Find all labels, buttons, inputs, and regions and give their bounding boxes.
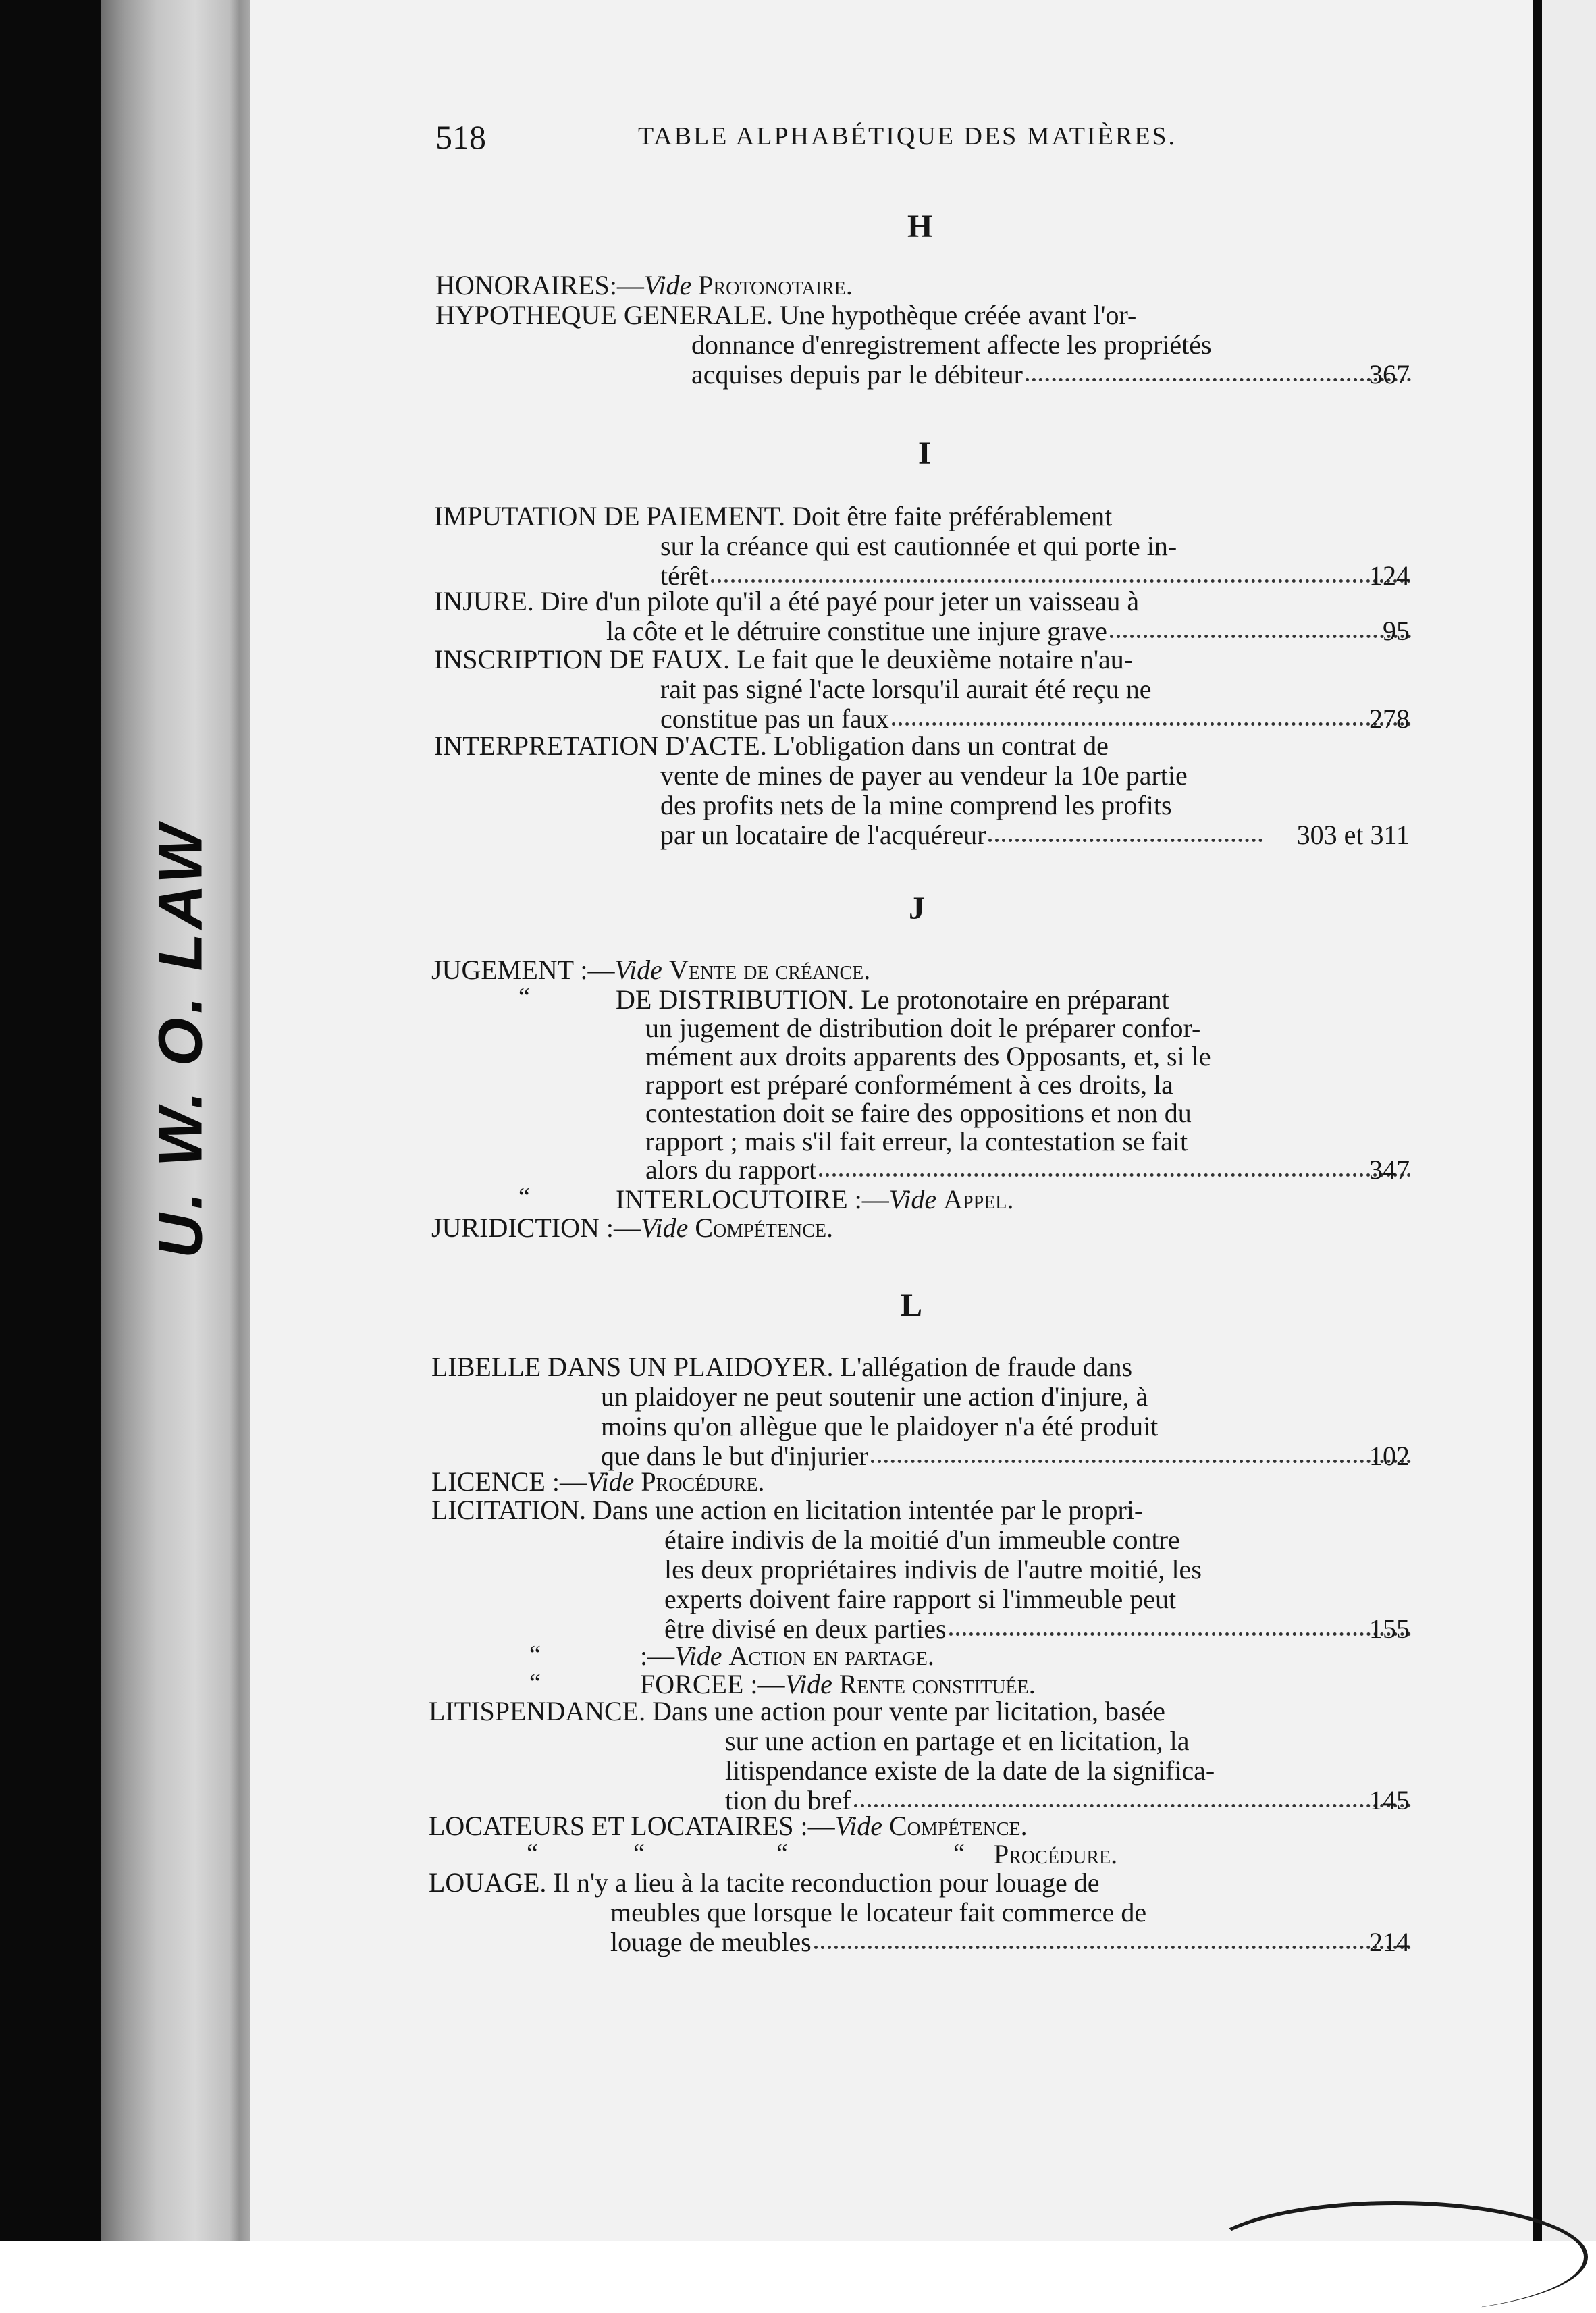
page-reference-jugement-distribution: 347	[1369, 1154, 1410, 1185]
scan-left-border	[0, 0, 101, 2241]
cross-reference: Procédure.	[641, 1466, 765, 1497]
entry-hypotheque-line-1: HYPOTHEQUE GENERALE. Une hypothèque créée avant l'or-	[435, 300, 1137, 330]
cross-reference: Vente de créance.	[668, 955, 871, 985]
page-reference-hypotheque: 367	[1369, 359, 1410, 390]
ditto-mark: “	[529, 1669, 541, 1697]
running-title: TABLE ALPHABÉTIQUE DES MATIÈRES.	[638, 122, 1177, 151]
entry-licitation-line-2: étaire indivis de la moitié d'un immeuble contre	[664, 1524, 1180, 1555]
dash: —	[757, 1669, 785, 1699]
cross-reference: Procédure.	[994, 1839, 1118, 1869]
entry-text: être divisé en deux parties	[664, 1614, 947, 1644]
page-reference-inscription: 278	[1369, 703, 1410, 734]
vide-label: Vide	[784, 1669, 832, 1699]
page-reference-litispendance: 145	[1369, 1785, 1410, 1815]
entry-text: que dans le but d'injurier	[601, 1441, 868, 1471]
entry-louage-line-3	[610, 1928, 1414, 1957]
ditto-mark: “	[529, 1641, 541, 1669]
leader-dots	[819, 1173, 1411, 1177]
entry-text: tion du bref	[725, 1785, 851, 1815]
spine-shadow	[230, 0, 250, 2241]
entry-licitation-forcee	[640, 1670, 1414, 1699]
ditto-mark: “	[953, 1839, 965, 1867]
leader-dots	[854, 1804, 1411, 1807]
entry-juridiction	[431, 1214, 1414, 1242]
entry-libelle-line-3: moins qu'on allègue que le plaidoyer n'a été produit	[601, 1411, 1159, 1441]
entry-inscription-line-3	[660, 705, 1414, 733]
page-reference-libelle: 102	[1369, 1441, 1410, 1471]
leader-dots	[892, 722, 1411, 726]
cross-reference: Rente constituée.	[839, 1669, 1036, 1699]
entry-heading: JURIDICTION :	[431, 1213, 614, 1243]
scan-right-border	[1533, 0, 1542, 2241]
dash: —	[613, 1213, 641, 1243]
cross-reference: Appel.	[943, 1184, 1014, 1215]
ditto-mark: “	[633, 1839, 645, 1867]
entry-jugement-distribution-line-4: rapport est préparé conformément à ces droits, la	[645, 1069, 1173, 1100]
vide-label: Vide	[586, 1466, 635, 1497]
entry-text: térêt	[660, 560, 709, 591]
entry-jugement-distribution-line-2: un jugement de distribution doit le préparer confor-	[645, 1013, 1201, 1043]
section-letter-l: L	[901, 1287, 923, 1323]
cross-reference: Protonotaire.	[698, 270, 853, 300]
entry-text: par un locataire de l'acquéreur	[660, 820, 986, 850]
entry-interpretation-line-4	[660, 821, 1265, 849]
cross-reference: Action en partage.	[728, 1641, 934, 1671]
vide-label: Vide	[640, 1213, 689, 1243]
page-reference-interpretation: 303 et 311	[1296, 820, 1410, 850]
entry-litispendance-line-3: litispendance existe de la date de la significa-	[725, 1755, 1215, 1786]
entry-text: acquises depuis par le débiteur	[691, 359, 1023, 390]
entry-imputation-line-1: IMPUTATION DE PAIEMENT. Doit être faite préférablement	[434, 501, 1113, 531]
cross-reference: Compétence.	[695, 1213, 834, 1243]
entry-text: constitue pas un faux	[660, 703, 889, 734]
entry-heading: FORCEE :	[640, 1669, 758, 1699]
entry-heading: :	[640, 1641, 648, 1671]
cross-reference: Compétence.	[888, 1811, 1028, 1841]
dash: —	[807, 1811, 835, 1841]
entry-injure-line-2	[606, 617, 1414, 645]
dash: —	[587, 955, 615, 985]
page-reference-imputation: 124	[1369, 560, 1410, 591]
entry-heading: JUGEMENT :	[431, 955, 588, 985]
entry-text: la côte et le détruire constitue une injure grave	[606, 616, 1107, 646]
entry-louage-line-1: LOUAGE. Il n'y a lieu à la tacite reconduction pour louage de	[429, 1867, 1100, 1898]
entry-inscription-line-1: INSCRIPTION DE FAUX. Le fait que le deuxième notaire n'au-	[434, 644, 1134, 674]
leader-dots	[949, 1632, 1411, 1636]
entry-hypotheque-line-3	[691, 361, 1414, 389]
scan-right-margin	[1542, 0, 1596, 2241]
entry-jugement-distribution-line-6: rapport ; mais s'il fait erreur, la contestation se fait	[645, 1126, 1188, 1156]
section-letter-j: J	[909, 890, 925, 926]
dash: —	[861, 1184, 889, 1215]
entry-licitation-vide	[640, 1642, 1414, 1670]
entry-licitation-line-1: LICITATION. Dans une action en licitation intentée par le propri-	[431, 1495, 1144, 1525]
entry-heading: LOCATEURS ET LOCATAIRES :	[429, 1811, 808, 1841]
entry-inscription-line-2: rait pas signé l'acte lorsqu'il aurait été reçu ne	[660, 674, 1152, 704]
vide-label: Vide	[643, 270, 692, 300]
entry-interpretation-line-1: INTERPRETATION D'ACTE. L'obligation dans un contrat de	[434, 730, 1109, 761]
dash: —	[616, 270, 644, 300]
entry-libelle-line-2: un plaidoyer ne peut soutenir une action d'injure, à	[601, 1381, 1148, 1412]
entry-litispendance-line-2: sur une action en partage et en licitation, la	[725, 1726, 1190, 1756]
entry-heading: HONORAIRES:	[435, 270, 617, 300]
vide-label: Vide	[674, 1641, 722, 1671]
entry-heading: INTERLOCUTOIRE :	[616, 1184, 862, 1215]
entry-licence	[431, 1468, 1414, 1496]
dash: —	[559, 1466, 587, 1497]
ditto-mark: “	[518, 1183, 530, 1211]
entry-jugement-distribution-line-7	[645, 1156, 1414, 1184]
page-curl	[1202, 2201, 1588, 2313]
entry-hypotheque-line-2: donnance d'enregistrement affecte les propriétés	[691, 329, 1212, 360]
ditto-mark: “	[776, 1839, 788, 1867]
entry-jugement-distribution-line-3: mément aux droits apparents des Opposants, et, si le	[645, 1041, 1211, 1071]
leader-dots	[988, 839, 1262, 842]
entry-text: louage de meubles	[610, 1927, 812, 1957]
entry-licitation-line-5	[664, 1615, 1414, 1643]
library-stamp: U. W. O. LAW	[146, 821, 215, 1258]
ditto-mark: “	[518, 983, 530, 1011]
page-number: 518	[435, 118, 486, 156]
page-reference-louage: 214	[1369, 1927, 1410, 1957]
vide-label: Vide	[888, 1184, 937, 1215]
entry-jugement-interlocutoire	[616, 1186, 1414, 1214]
vide-label: Vide	[614, 955, 662, 985]
entry-libelle-line-1: LIBELLE DANS UN PLAIDOYER. L'allégation de fraude dans	[431, 1352, 1133, 1382]
vide-label: Vide	[834, 1811, 882, 1841]
entry-locateurs	[429, 1812, 1414, 1840]
leader-dots	[871, 1460, 1411, 1463]
entry-louage-line-2: meubles que lorsque le locateur fait commerce de	[610, 1897, 1147, 1928]
section-letter-h: H	[907, 209, 933, 244]
entry-interpretation-line-2: vente de mines de payer au vendeur la 10e partie	[660, 760, 1188, 791]
entry-licitation-line-4: experts doivent faire rapport si l'immeuble peut	[664, 1584, 1177, 1614]
page-reference-licitation: 155	[1369, 1614, 1410, 1644]
entry-imputation-line-2: sur la créance qui est cautionnée et qui porte in-	[660, 531, 1177, 561]
section-letter-i: I	[918, 435, 931, 471]
entry-jugement-distribution-line-5: contestation doit se faire des oppositions et non du	[645, 1098, 1192, 1128]
dash: —	[647, 1641, 675, 1671]
entry-honoraires	[435, 271, 1414, 300]
page-header	[435, 117, 1232, 158]
ditto-mark: “	[527, 1839, 538, 1867]
entry-heading: LICENCE :	[431, 1466, 560, 1497]
entry-jugement	[431, 956, 1414, 984]
leader-dots	[711, 579, 1411, 583]
page-reference-injure: 95	[1383, 616, 1410, 646]
entry-jugement-distribution-line-1: DE DISTRIBUTION. Le protonotaire en préparant	[616, 984, 1169, 1015]
entry-injure-line-1: INJURE. Dire d'un pilote qu'il a été payé pour jeter un vaisseau à	[434, 586, 1140, 616]
entry-licitation-line-3: les deux propriétaires indivis de l'autre moitié, les	[664, 1554, 1202, 1585]
leader-dots	[814, 1946, 1411, 1949]
entry-text: alors du rapport	[645, 1154, 817, 1185]
entry-interpretation-line-3: des profits nets de la mine comprend les profits	[660, 790, 1172, 820]
entry-litispendance-line-1: LITISPENDANCE. Dans une action pour vente par licitation, basée	[429, 1696, 1165, 1726]
